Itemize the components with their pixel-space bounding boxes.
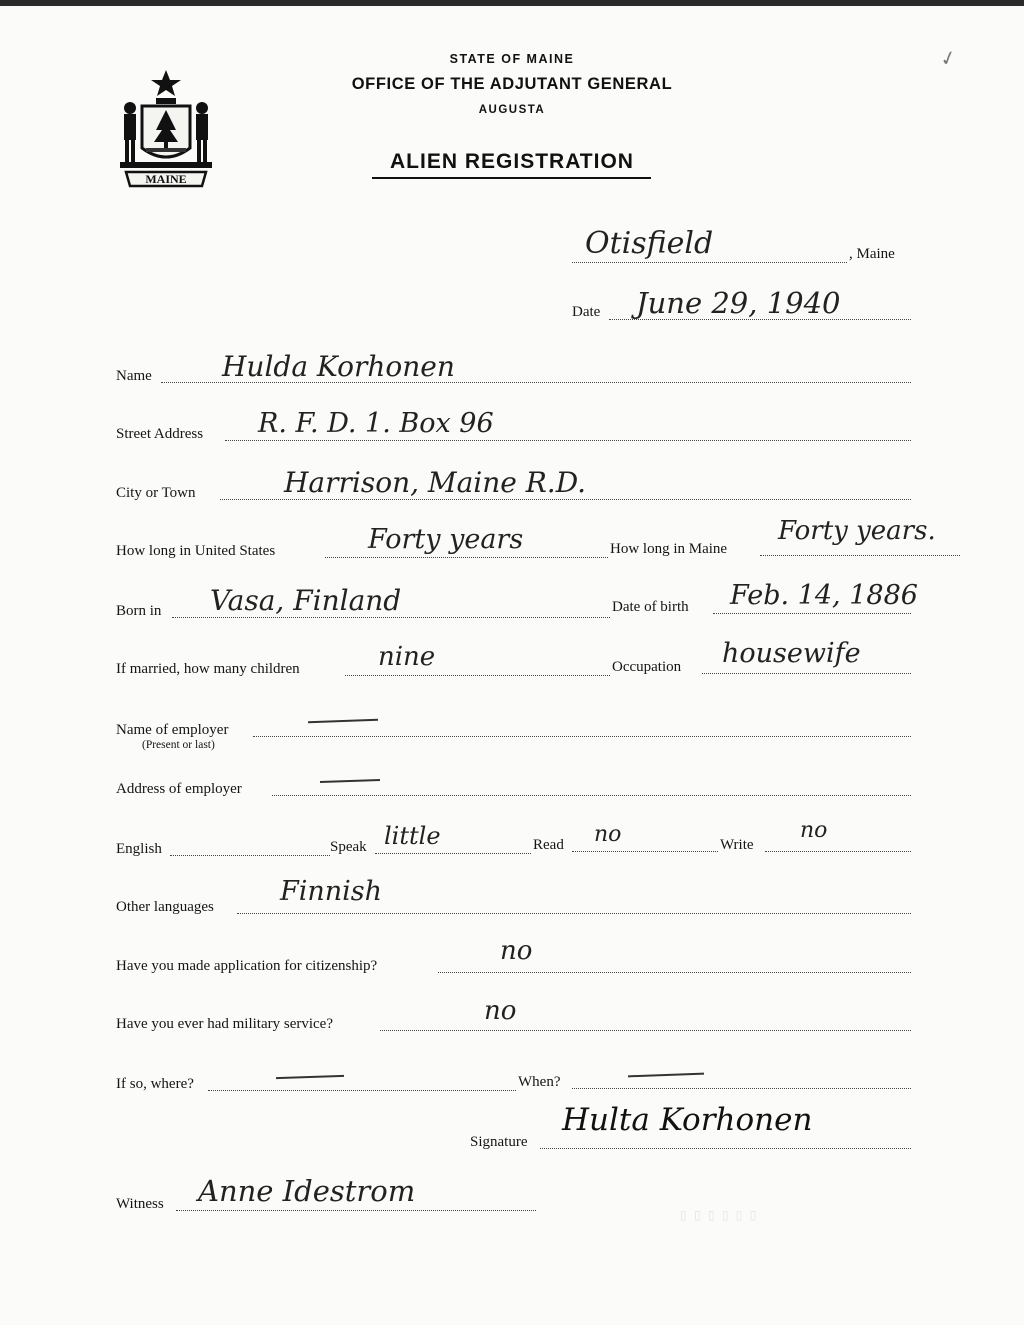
speak-value: little [384,822,441,850]
english-line [170,855,330,856]
employer-address-label: Address of employer [116,781,242,797]
read-label: Read [533,837,564,853]
check-mark: ✓ [937,46,960,72]
signature-value: Hulta Korhonen [562,1102,813,1138]
write-line [765,851,911,852]
witness-label: Witness [116,1196,164,1212]
citizenship-line [438,972,911,973]
name-label: Name [116,368,152,384]
when-line [572,1088,911,1089]
title-underline [372,177,651,179]
city-label: City or Town [116,485,196,501]
citizenship-label: Have you made application for citizenship? [116,958,378,974]
dob-line [713,613,911,614]
place-value: Otisfield [585,226,714,261]
born-line [172,617,610,618]
children-label: If married, how many children [116,661,300,677]
write-value: no [800,818,828,843]
scan-top-edge [0,0,1024,6]
maine-years-line [760,555,960,556]
employer-address-dash [320,779,380,783]
speak-label: Speak [330,839,367,855]
children-line [345,675,610,676]
dob-label: Date of birth [612,599,689,615]
us-years-value: Forty years [368,524,524,555]
employer-label: Name of employer [116,722,229,738]
date-label: Date [572,304,601,320]
occupation-line [702,673,911,674]
military-value: no [484,996,517,1026]
citizenship-value: no [500,936,533,966]
city-line [220,499,911,500]
maine-years-label: How long in Maine [610,541,728,557]
witness-value: Anne Idestrom [198,1174,416,1208]
children-value: nine [378,642,436,672]
employer-address-line [272,795,911,796]
street-line [225,440,911,441]
where-line [208,1090,516,1091]
where-label: If so, where? [116,1076,194,1092]
employer-sublabel: (Present or last) [142,739,215,751]
read-line [572,851,718,852]
street-label: Street Address [116,426,204,442]
faint-stamp: ▯ ▯ ▯ ▯ ▯ ▯ [680,1208,759,1222]
street-value: R. F. D. 1. Box 96 [258,408,494,439]
us-years-line [325,557,608,558]
occupation-value: housewife [722,638,861,669]
other-languages-value: Finnish [280,876,383,907]
english-label: English [116,841,162,857]
us-years-label: How long in United States [116,543,276,559]
header-state: STATE OF MAINE [449,52,575,66]
place-line [572,262,847,263]
header-office: OFFICE OF THE ADJUTANT GENERAL [351,75,673,93]
date-value: June 29, 1940 [636,286,841,320]
place-suffix: , Maine [849,246,895,262]
header-city: AUGUSTA [478,104,546,116]
when-dash [628,1073,704,1077]
when-label: When? [518,1074,561,1090]
employer-line [253,736,911,737]
form-title: ALIEN REGISTRATION [390,150,634,173]
write-label: Write [720,837,754,853]
where-dash [276,1075,344,1079]
name-value: Hulda Korhonen [222,350,455,383]
svg-text:MAINE: MAINE [145,172,187,186]
signature-label: Signature [470,1134,528,1150]
employer-dash [308,719,378,723]
read-value: no [594,822,622,847]
dob-value: Feb. 14, 1886 [730,580,918,611]
maine-years-value: Forty years. [778,516,936,546]
military-line [380,1030,911,1031]
signature-line [540,1148,911,1149]
other-languages-label: Other languages [116,899,214,915]
occupation-label: Occupation [612,659,682,675]
born-label: Born in [116,603,162,619]
witness-line [176,1210,536,1211]
other-languages-line [237,913,911,914]
military-label: Have you ever had military service? [116,1016,333,1032]
speak-line [375,853,531,854]
city-value: Harrison, Maine R.D. [284,466,587,499]
born-value: Vasa, Finland [210,584,402,617]
